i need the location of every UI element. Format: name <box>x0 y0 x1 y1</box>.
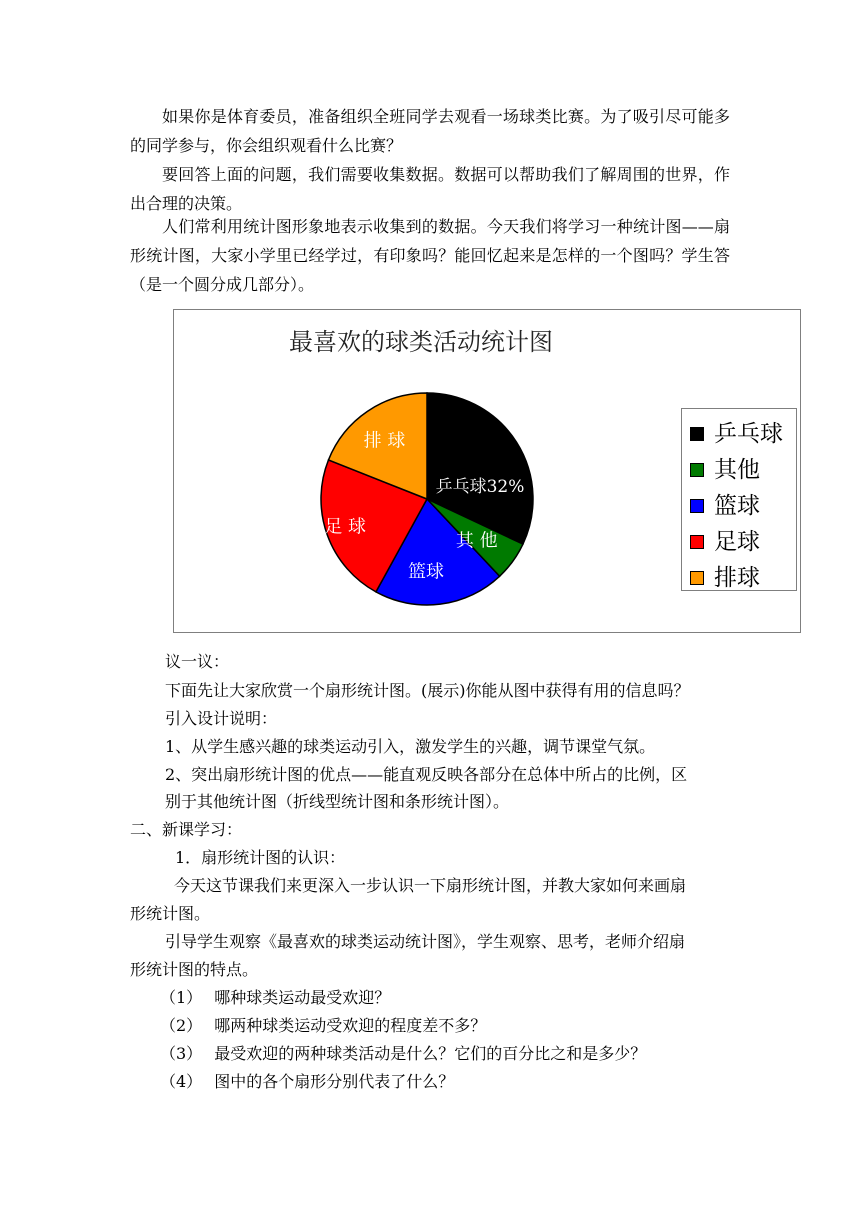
paragraph-4b: 形统计图。 <box>130 904 211 923</box>
paragraph-5a: 引导学生观察《最喜欢的球类运动统计图》，学生观察、思考，老师介绍扇 <box>165 932 686 951</box>
legend-label: 足球 <box>714 529 760 555</box>
question-number: （1） <box>160 988 203 1007</box>
slice-label-5: 排 球 <box>363 430 406 452</box>
slice-label-1: 乒乓球32% <box>435 477 525 497</box>
intro-paragraph-3: 人们常利用统计图形象地表示收集到的数据。今天我们将学习一种统计图——扇形统计图，大家小学里已经学过，有印象吗？能回忆起来是怎样的一个图吗？学生答（是一个圆分成几部分）。 <box>130 217 730 294</box>
intro-paragraph-2: 要回答上面的问题，我们需要收集数据。数据可以帮助我们了解周围的世界，作出合理的决策。 <box>130 165 730 213</box>
section-heading: 二、新课学习： <box>130 820 243 839</box>
paragraph-4a: 今天这节课我们来更深入一步认识一下扇形统计图，并教大家如何来画扇 <box>174 876 687 895</box>
design-note-item-2a: 2、突出扇形统计图的优点——能直观反映各部分在总体中所占的比例，区 <box>165 765 688 784</box>
legend-label: 篮球 <box>714 493 760 519</box>
question-2 <box>160 1016 486 1036</box>
legend-label: 其他 <box>714 457 760 483</box>
question-text: 哪种球类运动最受欢迎？ <box>214 988 391 1007</box>
question-number: （3） <box>160 1044 203 1063</box>
question-number: （4） <box>160 1072 203 1091</box>
question-1 <box>160 988 390 1008</box>
question-4 <box>160 1072 454 1092</box>
slice-label-3: 篮球 <box>408 561 445 583</box>
legend-swatch <box>690 463 704 477</box>
pie-chart <box>173 309 801 633</box>
legend-swatch <box>690 535 704 549</box>
legend-label: 排球 <box>714 565 760 591</box>
design-note-item-1: 1、从学生感兴趣的球类运动引入，激发学生的兴趣，调节课堂气氛。 <box>165 737 656 756</box>
legend-swatch <box>690 499 704 513</box>
design-note-item-2b: 别于其他统计图（折线型统计图和条形统计图）。 <box>165 792 510 811</box>
legend-swatch <box>690 427 704 441</box>
chart-title: 最喜欢的球类活动统计图 <box>289 328 553 356</box>
paragraph-5b: 形统计图的特点。 <box>130 960 259 979</box>
slice-label-2: 其 他 <box>455 530 498 552</box>
question-text: 哪两种球类运动受欢迎的程度差不多？ <box>214 1016 487 1035</box>
question-text: 图中的各个扇形分别代表了什么？ <box>214 1072 455 1091</box>
question-number: （2） <box>160 1016 203 1035</box>
discussion-title: 议一议： <box>165 652 230 671</box>
subsection-heading: 1．扇形统计图的认识： <box>175 848 346 867</box>
chart-legend <box>681 408 797 591</box>
question-text: 最受欢迎的两种球类活动是什么？它们的百分比之和是多少？ <box>214 1044 647 1063</box>
legend-swatch <box>690 571 704 585</box>
slice-label-4: 足 球 <box>324 516 367 538</box>
discussion-text: 下面先让大家欣赏一个扇形统计图。(展示)你能从图中获得有用的信息吗？ <box>165 681 690 700</box>
question-3 <box>160 1044 646 1064</box>
legend-label: 乒乓球 <box>714 421 783 447</box>
intro-paragraph-1: 如果你是体育委员，准备组织全班同学去观看一场球类比赛。为了吸引尽可能多的同学参与，你会组织观看什么比赛？ <box>130 107 730 155</box>
design-note-label: 引入设计说明： <box>165 709 278 728</box>
